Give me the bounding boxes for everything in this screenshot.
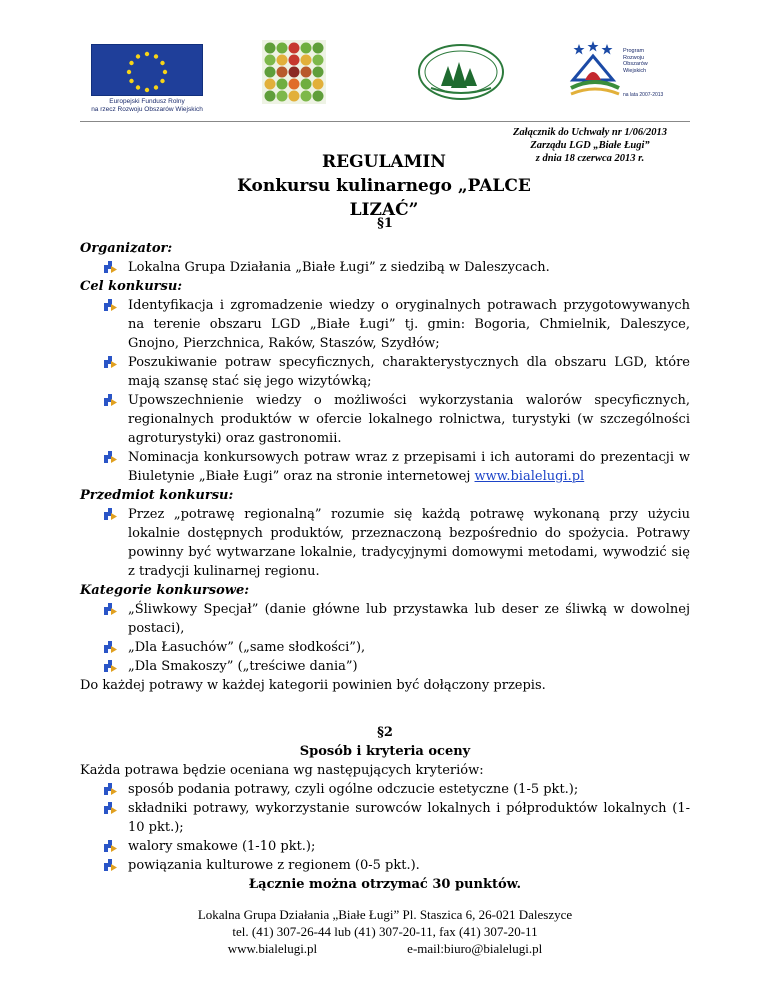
- footer-email: e-mail:biuro@bialelugi.pl: [407, 941, 543, 956]
- criterion-item: sposób podania potrawy, czyli ogólne odczucie estetyczne (1-5 pkt.);: [128, 782, 579, 797]
- eu-caption-line2: na rzecz Rozwoju Obszarów Wiejskich: [91, 106, 203, 113]
- list-item: [80, 353, 690, 391]
- bullet-arrow-icon: [104, 508, 118, 521]
- category-item: „Dla Smakoszy” („treściwe dania”): [128, 659, 358, 674]
- subject-label: Przedmiot konkursu:: [80, 488, 234, 503]
- list-item: [80, 296, 690, 353]
- attachment-note-line3: z dnia 18 czerwca 2013 r.: [535, 153, 645, 164]
- bullet-arrow-icon: [104, 859, 118, 872]
- criterion-item: walory smakowe (1-10 pkt.);: [128, 839, 316, 854]
- leader-logo-icon: [262, 40, 326, 104]
- prow-logo: [567, 40, 681, 110]
- organizer-item: Lokalna Grupa Działania „Białe Ługi” z siedzibą w Daleszycach.: [128, 260, 550, 275]
- title-line2: Konkursu kulinarnego „PALCE LIZAĆ”: [237, 176, 531, 220]
- prow-text: [623, 48, 648, 74]
- attachment-note-line1: Załącznik do Uchwały nr 1/06/2013: [512, 127, 667, 138]
- list-item: [80, 856, 690, 875]
- goal-item: Poszukiwanie potraw specyficznych, charakterystycznych dla obszaru LGD, które mają szansę stać się jego wizytówką;: [128, 355, 690, 389]
- category-item: „Dla Łasuchów” („same słodkości”),: [128, 640, 366, 655]
- prow-line4: Wiejskich: [623, 67, 647, 74]
- criteria-intro: Każda potrawa będzie oceniana wg następujących kryteriów:: [80, 763, 484, 778]
- eu-caption: [82, 98, 212, 114]
- page-footer: [80, 906, 690, 957]
- section-mark-1: §1: [377, 216, 393, 231]
- lgd-biale-lugi-logo: [417, 42, 505, 102]
- eu-logo: [91, 44, 203, 116]
- list-item: [80, 638, 690, 657]
- attachment-note-line2: Zarządu LGD „Białe Ługi”: [530, 140, 650, 151]
- bullet-arrow-icon: [104, 394, 118, 407]
- list-item: [80, 258, 690, 277]
- criteria-list: [80, 780, 690, 875]
- goal-list: [80, 296, 690, 486]
- footer-website: www.bialelugi.pl: [227, 941, 318, 956]
- goal-label: Cel konkursu:: [80, 279, 183, 294]
- bullet-arrow-icon: [104, 261, 118, 274]
- bullet-arrow-icon: [104, 641, 118, 654]
- bullet-arrow-icon: [104, 451, 118, 464]
- list-item: [80, 391, 690, 448]
- footer-address: Lokalna Grupa Działania „Białe Ługi” Pl. Staszica 6, 26-021 Daleszyce: [197, 907, 573, 922]
- footer-phone: tel. (41) 307-26-44 lub (41) 307-20-11, fax (41) 307-20-11: [232, 924, 538, 939]
- categories-list: [80, 600, 690, 676]
- document-body: [80, 214, 690, 894]
- footer-contact-row: [80, 940, 690, 957]
- website-link[interactable]: www.bialelugi.pl: [474, 469, 585, 484]
- prow-line2: Rozwoju: [623, 54, 645, 61]
- section-heading-2: Sposób i kryteria oceny: [299, 744, 471, 759]
- goal-item: Upowszechnienie wiedzy o możliwości wykorzystania walorów specyficznych, regionalnych produktów w ofercie lokalnego rolnictwa, turystyki (w szczególności agroturystyki) oraz gastronomii.: [128, 393, 690, 446]
- prow-emblem-icon: [567, 40, 623, 100]
- prow-line3: Obszarów: [623, 61, 648, 67]
- recipe-requirement: Do każdej potrawy w każdej kategorii powinien być dołączony przepis.: [80, 678, 546, 693]
- list-item: [80, 837, 690, 856]
- header-divider: [80, 121, 690, 122]
- list-item: [80, 505, 690, 581]
- prow-line1: Program: [623, 48, 645, 54]
- document-title: [200, 150, 568, 222]
- spacer: [80, 695, 690, 723]
- subject-item: Przez „potrawę regionalną” rozumie się każdą potrawę wykonaną przy użyciu lokalnie dostępnych produktów, przeznaczoną bezpośrednio do spożycia. Potrawy powinny być wytwarzane lokalnie, tradycyjnymi domowymi metodami, wywodzić się z tradycji kulinarnej regionu.: [128, 507, 690, 579]
- goal-item: Nominacja konkursowych potraw wraz z przepisami i ich autorami do prezentacji w Biuletynie „Białe Ługi” oraz na stronie internetowej: [128, 450, 690, 484]
- header-logos: [0, 40, 768, 120]
- bullet-arrow-icon: [104, 356, 118, 369]
- criterion-item: składniki potrawy, wykorzystanie surowców lokalnych i półproduktów lokalnych (1-10 pkt.);: [128, 801, 690, 835]
- bullet-arrow-icon: [104, 660, 118, 673]
- bullet-arrow-icon: [104, 840, 118, 853]
- bullet-arrow-icon: [104, 783, 118, 796]
- section-mark-2: §2: [377, 725, 393, 740]
- subject-list: [80, 505, 690, 581]
- category-item: „Śliwkowy Specjał” (danie główne lub przystawka lub deser ze śliwką w dowolnej postaci),: [128, 602, 690, 636]
- list-item: [80, 780, 690, 799]
- prow-years: na lata 2007-2013: [623, 92, 664, 98]
- list-item: [80, 448, 690, 486]
- title-line1: REGULAMIN: [322, 152, 446, 172]
- list-item: [80, 657, 690, 676]
- bullet-arrow-icon: [104, 299, 118, 312]
- goal-item: Identyfikacja i zgromadzenie wiedzy o oryginalnych potrawach przygotowywanych na terenie obszaru LGD „Białe Ługi” tj. gmin: Bogoria, Chmielnik, Daleszyce, Gnojno, Pierzchnica, Raków, Staszów, Szydłów;: [128, 298, 690, 351]
- eu-caption-line1: Europejski Fundusz Rolny: [109, 98, 185, 105]
- total-points: Łącznie można otrzymać 30 punktów.: [248, 877, 522, 892]
- criterion-item: powiązania kulturowe z regionem (0-5 pkt.).: [128, 858, 420, 873]
- categories-label: Kategorie konkursowe:: [80, 583, 250, 598]
- list-item: [80, 600, 690, 638]
- eu-flag-icon: [91, 44, 203, 96]
- bullet-arrow-icon: [104, 802, 118, 815]
- bullet-arrow-icon: [104, 603, 118, 616]
- list-item: [80, 799, 690, 837]
- organizer-list: [80, 258, 690, 277]
- organizer-label: Organizator:: [80, 241, 173, 256]
